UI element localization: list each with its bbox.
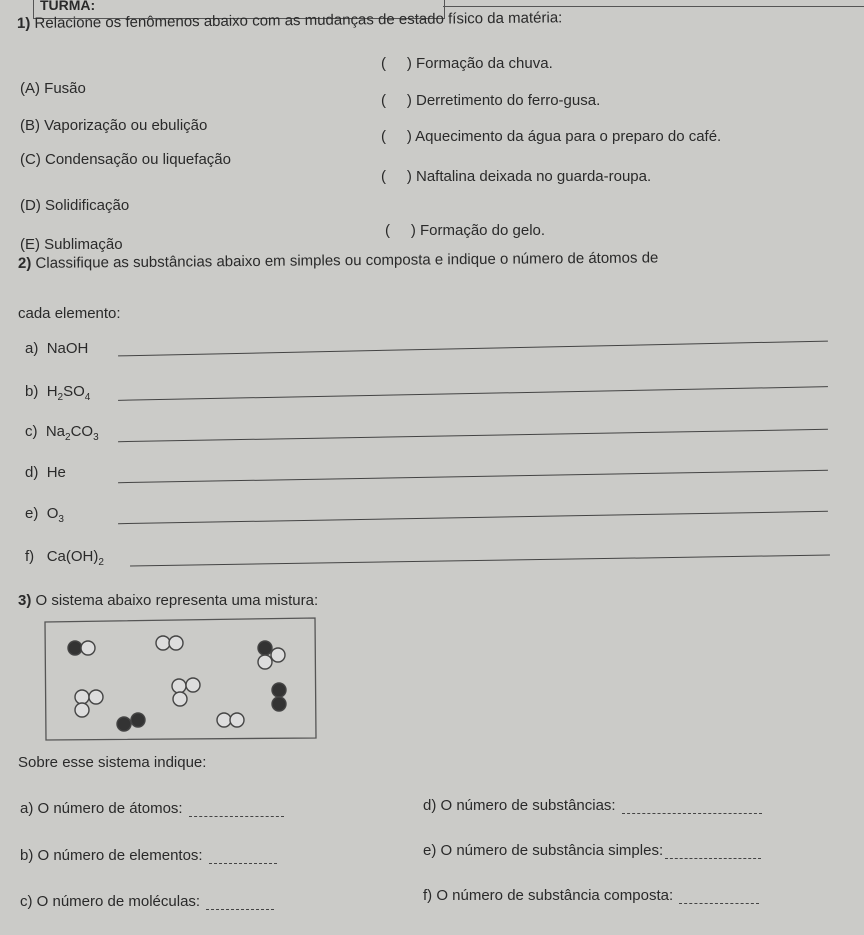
molecule-3 — [258, 641, 285, 669]
q2-item-e: e) $O_3$ — [25, 505, 64, 525]
q2-item-b: b) $H_2SO_4$ — [25, 383, 91, 403]
molecule-5 — [172, 678, 200, 706]
q1-left-d: (D) Solidificação — [20, 197, 130, 214]
q2-item-a: a) NaOH — [25, 340, 89, 357]
q3-question-b: b) O número de elementos: — [20, 847, 277, 864]
q3-question-d: d) O número de substâncias: — [423, 797, 762, 814]
q1-right-1[interactable]: ( ) Formação da chuva. — [381, 55, 553, 72]
molecule-1 — [68, 641, 95, 655]
q3-subtitle: Sobre esse sistema indique: — [18, 754, 207, 771]
molecule-4 — [75, 690, 103, 717]
q1-title: 1) Relacione os fenômenos abaixo com as mudanças de estado físico da matéria: — [16, 9, 563, 32]
q3-question-e: e) O número de substância simples: — [423, 842, 761, 859]
q3-question-f: f) O número de substância composta: — [423, 887, 759, 904]
molecule-2 — [156, 636, 183, 650]
q3-question-c: c) O número de moléculas: — [20, 893, 274, 910]
q1-right-3[interactable]: ( ) Aquecimento da água para o preparo do café. — [381, 128, 722, 145]
answer-blank-d[interactable] — [622, 813, 762, 814]
q1-left-b: (B) Vaporização ou ebulição — [20, 117, 208, 134]
answer-blank-c[interactable] — [206, 909, 274, 910]
answer-blank-b[interactable] — [209, 863, 277, 864]
q1-right-4[interactable]: ( ) Naftalina deixada no guarda-roupa. — [381, 168, 652, 185]
q2-title-cont: cada elemento: — [18, 305, 121, 322]
q1-right-5[interactable]: ( ) Formação do gelo. — [385, 222, 546, 239]
turma-label: TURMA: — [40, 0, 96, 13]
answer-blank-a[interactable] — [189, 816, 284, 817]
answer-blank-f[interactable] — [679, 903, 759, 904]
answer-blank-e[interactable] — [665, 858, 761, 859]
q1-left-a: (A) Fusão — [20, 80, 86, 97]
q1-left-c: (C) Condensação ou liquefação — [20, 151, 231, 168]
q3-question-a: a) O número de átomos: — [20, 800, 284, 817]
q1-left-e: (E) Sublimação — [20, 236, 123, 253]
q2-title: 2) Classifique as substâncias abaixo em simples ou composta e indique o número de átomos de — [17, 249, 659, 272]
q1-right-2[interactable]: ( ) Derretimento do ferro-gusa. — [381, 92, 601, 109]
molecule-6 — [272, 683, 286, 711]
molecule-7 — [117, 713, 145, 731]
q2-item-d: d) He — [25, 464, 66, 481]
molecule-8 — [217, 713, 244, 727]
q3-title: 3) O sistema abaixo representa uma mistura: — [18, 592, 319, 609]
q2-item-c: c) $Na_2CO_3$ — [25, 423, 99, 443]
q2-item-f: f) $Ca(OH)_2$ — [25, 548, 104, 568]
